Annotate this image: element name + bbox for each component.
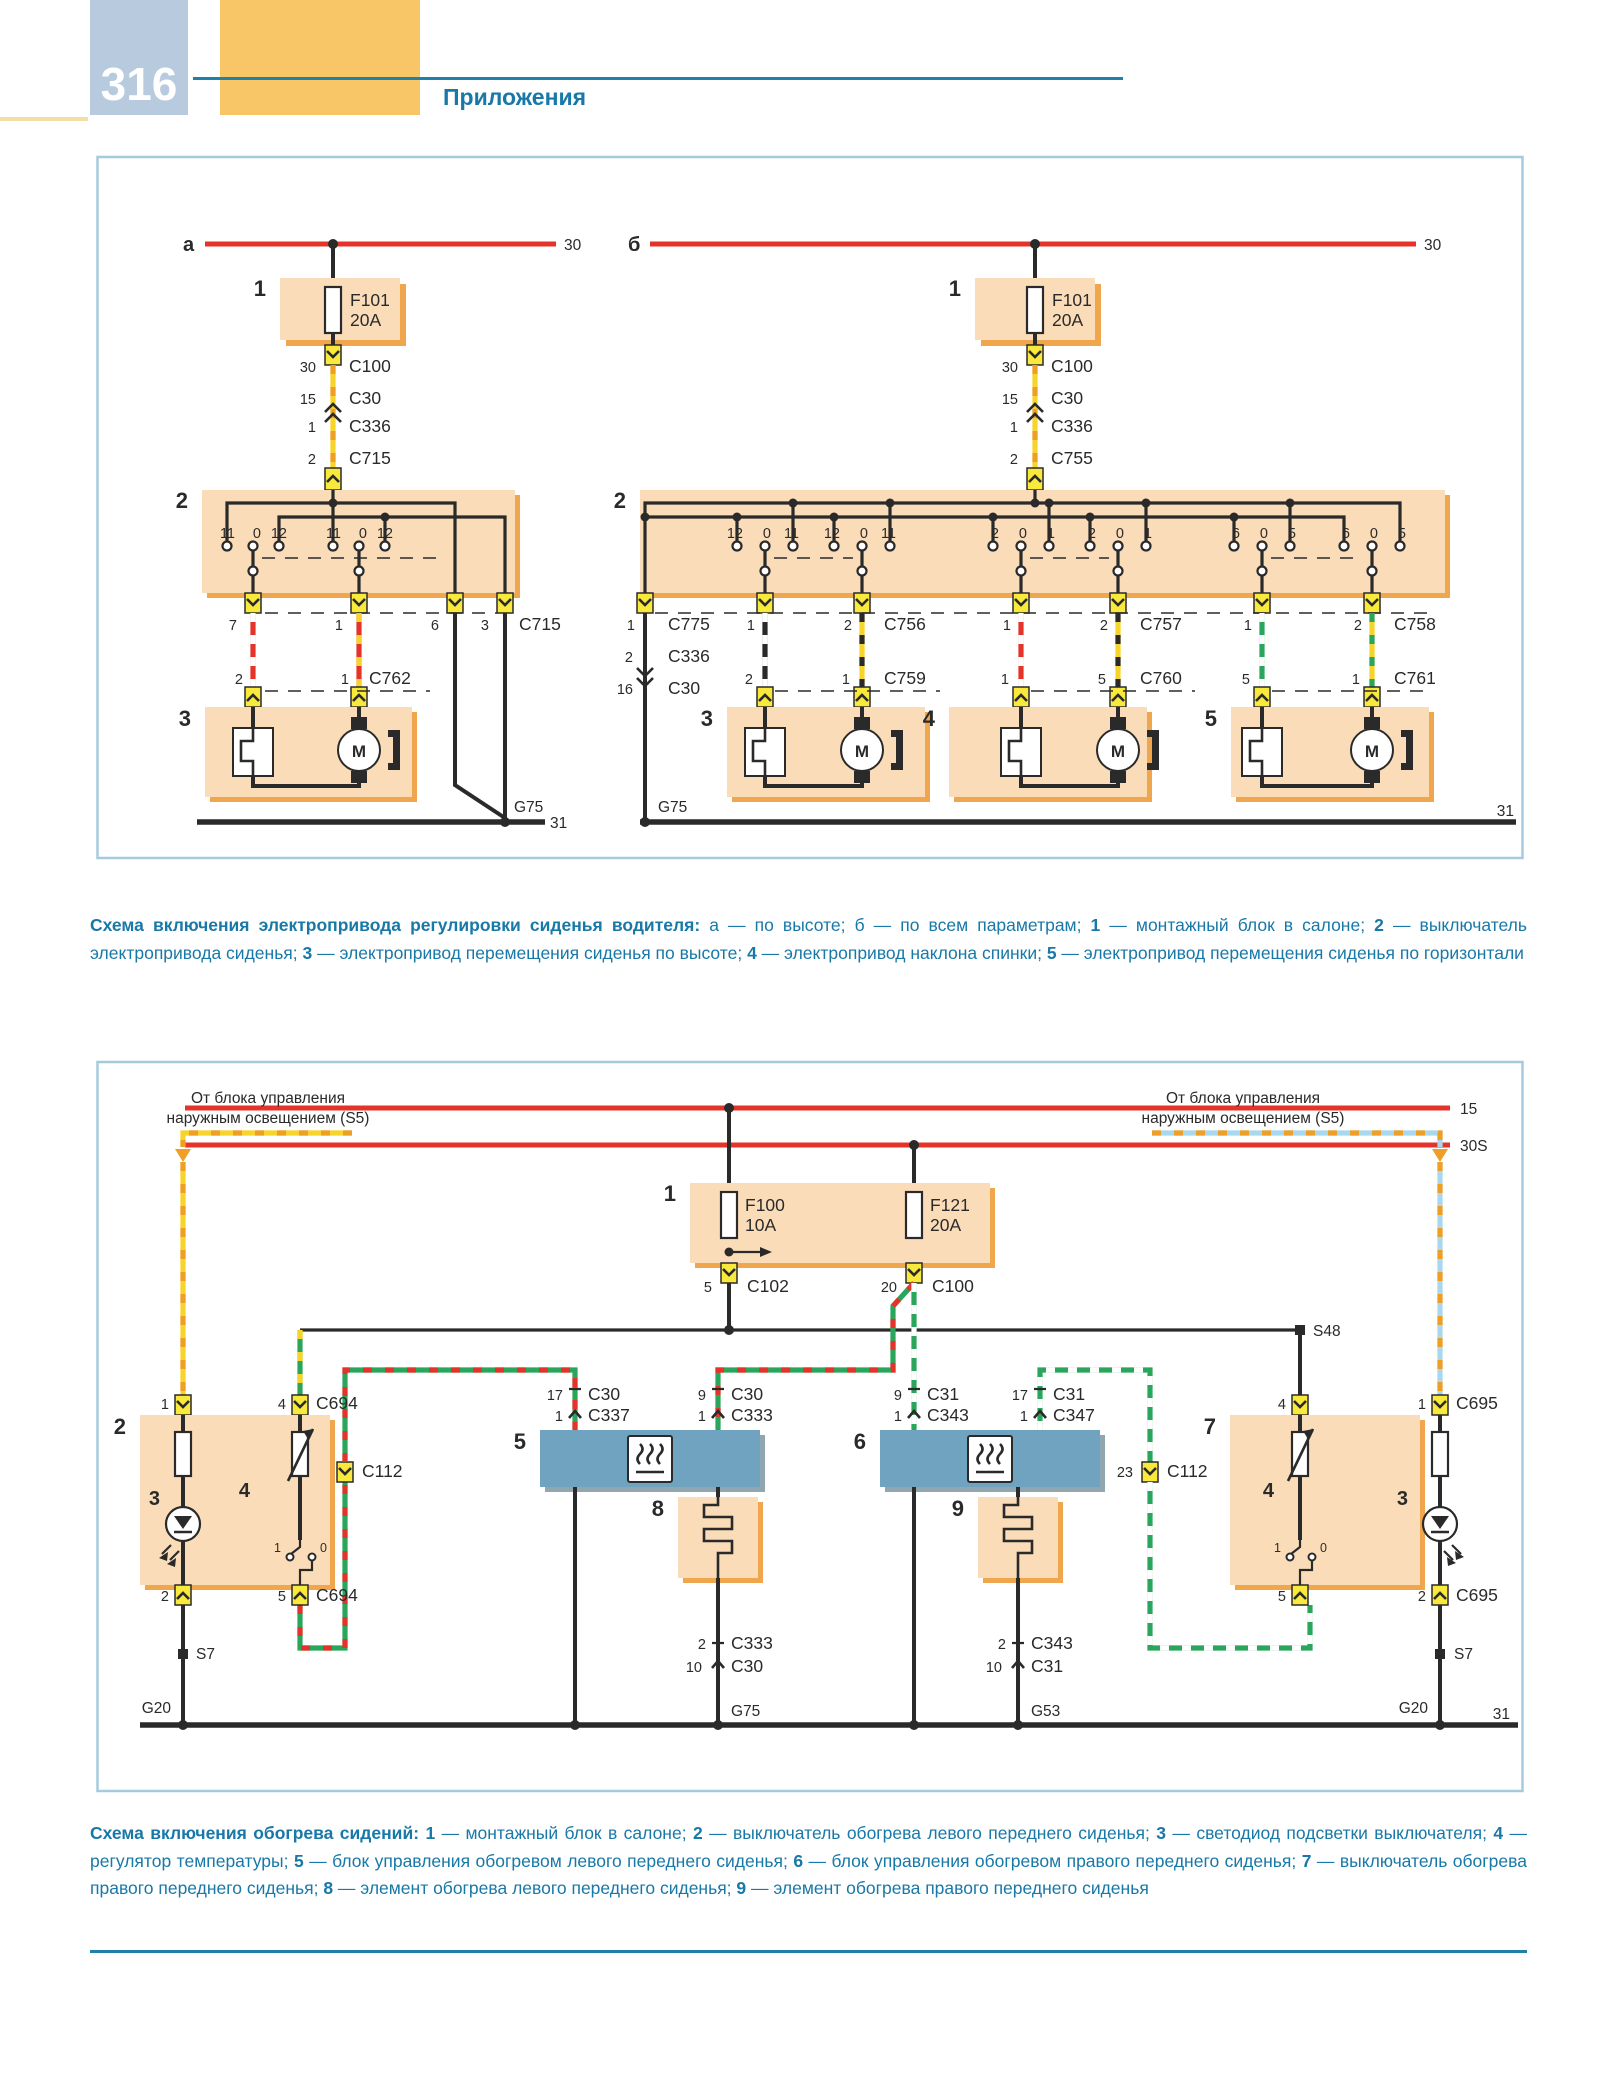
block3-number: 3 — [178, 706, 191, 731]
pin-label: 2 — [624, 650, 633, 666]
contact-label: 11 — [783, 526, 799, 542]
diagram-seat-heating — [95, 1055, 1525, 1800]
s5-text-line1: От блока управления — [190, 1090, 346, 1107]
ground-label: G20 — [141, 1700, 171, 1717]
connector-label: C31 — [927, 1384, 960, 1404]
connector-label: C760 — [1140, 668, 1182, 688]
wire-arrow-icon — [175, 1149, 191, 1162]
block1-number: 1 — [663, 1181, 676, 1206]
s5-source-left — [167, 1090, 370, 1395]
block-number: 3 — [700, 706, 713, 731]
ground-label: G53 — [1031, 1703, 1061, 1720]
pin-label: 16 — [616, 682, 633, 698]
pin-label: 1 — [1000, 672, 1009, 688]
motor-letter: M — [1364, 742, 1380, 761]
pin-label: 1 — [1002, 618, 1011, 634]
fuse-icon-f121 — [906, 1192, 922, 1238]
motor-block-a — [179, 706, 417, 802]
motor-block-4b — [923, 706, 1159, 802]
pin-label: 1 — [160, 1397, 169, 1413]
contact-label: 6 — [1341, 526, 1350, 542]
left-margin-rule — [0, 117, 88, 121]
contact-label: 11 — [880, 526, 896, 542]
contact-label: 11 — [219, 526, 235, 542]
fuse-block-d2 — [664, 1181, 995, 1268]
header-orange-block — [220, 0, 420, 115]
wire-arrow-icon — [1432, 1149, 1448, 1162]
heater-control-right — [854, 1429, 1105, 1492]
pin-label: 2 — [160, 1589, 169, 1605]
switch-output-connectors-a — [229, 593, 561, 634]
fuse-name: F100 — [745, 1195, 785, 1215]
subdiagram-a-tag: а — [183, 234, 195, 256]
switch-output-connectors-b — [627, 593, 1436, 634]
motor-letter: M — [854, 742, 870, 761]
pin-label: 1 — [1417, 1397, 1426, 1413]
connector-label: C758 — [1394, 614, 1436, 634]
connector-label: C695 — [1456, 1585, 1498, 1605]
connector-label: C30 — [349, 388, 382, 408]
block1-number: 1 — [948, 276, 961, 301]
connector-label: C756 — [884, 614, 926, 634]
contact-label: 0 — [1369, 526, 1378, 542]
connector-label: C694 — [316, 1393, 358, 1413]
label-30: 30 — [564, 237, 582, 254]
pin-label: 4 — [277, 1397, 286, 1413]
pin-label: 1 — [746, 618, 755, 634]
pin-label: 30 — [1001, 360, 1018, 376]
pin-label: 1 — [554, 1409, 563, 1425]
contact-label: 2 — [990, 526, 999, 542]
s5-text-line2: наружным освещением (S5) — [166, 1110, 370, 1127]
label-30s: 30S — [1460, 1138, 1488, 1155]
block2-number: 2 — [113, 1414, 126, 1439]
header-rule — [193, 77, 1123, 80]
heater-element-right — [952, 1496, 1063, 1583]
pin-label: 10 — [985, 1660, 1002, 1676]
label-31: 31 — [550, 815, 568, 832]
s5-text-line2: наружным освещением (S5) — [1141, 1110, 1345, 1127]
pin-label: 1 — [1243, 618, 1252, 634]
page-number: 316 — [90, 0, 188, 115]
pin-label: 30 — [299, 360, 316, 376]
fuse-name: F101 — [350, 290, 390, 310]
pin-label: 2 — [1417, 1589, 1426, 1605]
switch-block-b — [614, 488, 1450, 598]
s5-source-right — [1142, 1090, 1448, 1395]
contact-label: 12 — [376, 526, 393, 542]
pin-label: 1 — [1009, 420, 1018, 436]
caption-seat-heating: Схема включения обогрева сидений: 1 — монтажный блок в салоне; 2 — выключатель обогрева левого переднего сиденья; 3 — светодиод подсветки выключателя; 4 — регулятор температуры; 5 — блок управления обогревом левого переднего сиденья; 6 — блок управления обогревом правого переднего сиденья; 7 — выключатель обогрева правого переднего сиденья; 8 — элемент обогрева левого переднего сиденья; 9 — элемент обогрева правого переднего сиденья — [90, 1823, 1528, 1898]
ground-label: G75 — [731, 1703, 761, 1720]
contact-label: 1 — [1274, 1541, 1281, 1555]
contact-label: 12 — [726, 526, 743, 542]
connector-label: C30 — [588, 1384, 621, 1404]
pin-label: 1 — [334, 618, 343, 634]
connector-label: C30 — [1051, 388, 1084, 408]
connector-label: C30 — [668, 678, 701, 698]
contact-label: 0 — [320, 1541, 327, 1555]
connector-label: C336 — [1051, 416, 1093, 436]
connector-label: C30 — [731, 1656, 764, 1676]
pin-label: 2 — [697, 1637, 706, 1653]
connector-label: C102 — [747, 1276, 789, 1296]
motor-block-3b — [701, 706, 930, 802]
fuse-rating: 10A — [745, 1215, 777, 1235]
label-31: 31 — [1496, 803, 1514, 820]
connector-label: C333 — [731, 1405, 773, 1425]
heater-switch-left — [114, 1393, 358, 1725]
contact-label: 12 — [823, 526, 840, 542]
connector-label: C715 — [519, 614, 561, 634]
contact-label: 0 — [1115, 526, 1124, 542]
connector-label: C112 — [362, 1461, 403, 1481]
ground-label: G75 — [658, 799, 688, 816]
pin-label: 5 — [703, 1280, 712, 1296]
contact-label: 0 — [859, 526, 868, 542]
contact-label: 0 — [252, 526, 261, 542]
connector-label: C757 — [1140, 614, 1182, 634]
pin-label: 17 — [546, 1388, 563, 1404]
regulator-number: 4 — [238, 1480, 250, 1502]
connector-label: C333 — [731, 1633, 773, 1653]
fuse-rating: 20A — [1052, 310, 1084, 330]
contact-label: 1 — [1143, 526, 1152, 542]
contact-label: 6 — [1231, 526, 1240, 542]
contact-label: 0 — [1320, 1541, 1327, 1555]
regulator-number: 4 — [1262, 1480, 1274, 1502]
fuse-icon-f100 — [721, 1192, 737, 1238]
pin-label: 1 — [1019, 1409, 1028, 1425]
pin-label: 2 — [997, 1637, 1006, 1653]
fuse-icon — [325, 287, 341, 333]
pin-label: 5 — [277, 1589, 286, 1605]
fuse-block-a — [254, 276, 406, 346]
contact-label: 0 — [1259, 526, 1268, 542]
connector-label: C694 — [316, 1585, 358, 1605]
block2-number: 2 — [175, 488, 188, 513]
splice-s7-icon — [178, 1649, 188, 1659]
contact-label: 5 — [1397, 526, 1406, 542]
connector-label: C112 — [1167, 1461, 1208, 1481]
pin-label: 2 — [1353, 618, 1362, 634]
block5-number: 5 — [513, 1429, 526, 1454]
contact-label: 0 — [1018, 526, 1027, 542]
fuse-block-b — [949, 276, 1101, 346]
block8-number: 8 — [651, 1496, 664, 1521]
connector-chain-b — [1002, 345, 1093, 490]
connector-label: C100 — [932, 1276, 974, 1296]
subdiagram-b — [614, 234, 1516, 827]
connector-label: C343 — [1031, 1633, 1073, 1653]
pin-label: 23 — [1116, 1465, 1133, 1481]
resistor-icon — [175, 1432, 191, 1476]
contact-label: 5 — [1287, 526, 1296, 542]
seat-heat-icon — [968, 1436, 1012, 1482]
pin-label: 1 — [893, 1409, 902, 1425]
contact-label: 11 — [325, 526, 341, 542]
pin-label: 17 — [1011, 1388, 1028, 1404]
connector-label: C343 — [927, 1405, 969, 1425]
pin-label: 1 — [697, 1409, 706, 1425]
connector-label: C31 — [1053, 1384, 1086, 1404]
pin-label: 9 — [697, 1388, 706, 1404]
ground-label: G20 — [1398, 1700, 1428, 1717]
connector-label: C761 — [1394, 668, 1436, 688]
pin-label: 20 — [880, 1280, 897, 1296]
splice-s7-icon — [1435, 1649, 1445, 1659]
subdiagram-a — [176, 234, 582, 832]
contact-label: 0 — [358, 526, 367, 542]
block1-number: 1 — [253, 276, 266, 301]
fuse-name: F101 — [1052, 290, 1092, 310]
block7-number: 7 — [1203, 1414, 1216, 1439]
heater-element-left — [652, 1496, 763, 1583]
pin-label: 9 — [893, 1388, 902, 1404]
splice-label: S7 — [1454, 1646, 1473, 1663]
pin-label: 5 — [1277, 1589, 1286, 1605]
diagram-seat-adjustment — [95, 150, 1525, 865]
switch-block-a — [176, 488, 520, 598]
fuse-icon — [1027, 287, 1043, 333]
fuse-rating: 20A — [350, 310, 382, 330]
connector-label: C759 — [884, 668, 926, 688]
pin-label: 1 — [307, 420, 316, 436]
block9-number: 9 — [951, 1496, 964, 1521]
pin-label: 2 — [307, 452, 316, 468]
connector-label: C347 — [1053, 1405, 1095, 1425]
connector-label: C337 — [588, 1405, 630, 1425]
label-15: 15 — [1460, 1101, 1478, 1118]
block6-number: 6 — [853, 1429, 866, 1454]
pin-label: 15 — [1001, 392, 1018, 408]
pin-label: 7 — [228, 618, 237, 634]
splice-label: S48 — [1313, 1323, 1341, 1340]
connector-label: C695 — [1456, 1393, 1498, 1413]
motor-block-5b — [1205, 706, 1434, 802]
pin-label: 2 — [843, 618, 852, 634]
connector-label: C30 — [731, 1384, 764, 1404]
label-31: 31 — [1492, 1706, 1510, 1723]
page-title: Приложения — [443, 84, 587, 110]
block2-number: 2 — [613, 488, 626, 513]
ground-chain-b — [617, 613, 710, 822]
contact-label: 12 — [270, 526, 287, 542]
splice-label: S7 — [196, 1646, 215, 1663]
pin-label: 10 — [685, 1660, 702, 1676]
heater-switch-right — [1204, 1393, 1498, 1725]
pin-label: 2 — [744, 672, 753, 688]
connector-label: C762 — [369, 668, 411, 688]
pin-label: 6 — [430, 618, 439, 634]
seat-heat-icon — [628, 1436, 672, 1482]
pin-label: 5 — [1241, 672, 1250, 688]
pin-label: 1 — [626, 618, 635, 634]
pin-label: 2 — [234, 672, 243, 688]
block-number: 4 — [922, 706, 935, 731]
pin-label: 1 — [340, 672, 349, 688]
resistor-icon — [1432, 1432, 1448, 1476]
pin-label: 2 — [1009, 452, 1018, 468]
connector-label: C336 — [668, 646, 710, 666]
contact-label: 0 — [762, 526, 771, 542]
bottom-rule — [90, 1950, 1527, 1953]
caption-seat-adjustment: Схема включения электропривода регулировки сиденья водителя: а — по высоте; б — по всем параметрам; 1 — монтажный блок в салоне; 2 — выключатель электропривода сиденья; 3 — электропривод перемещения сиденья по высоте; 4 — электропривод наклона спинки; 5 — электропривод перемещения сиденья по горизонтали — [90, 915, 1527, 963]
contact-label: 1 — [274, 1541, 281, 1555]
pin-label: 3 — [480, 618, 489, 634]
fuse-name: F121 — [930, 1195, 970, 1215]
connector-chain-a — [300, 345, 391, 490]
pin-label: 5 — [1097, 672, 1106, 688]
led-number: 3 — [1396, 1488, 1408, 1510]
pin-label: 1 — [841, 672, 850, 688]
label-30: 30 — [1424, 237, 1442, 254]
connector-label: C755 — [1051, 448, 1093, 468]
connector-label: C100 — [349, 356, 391, 376]
pin-label: 2 — [1099, 618, 1108, 634]
block-number: 5 — [1204, 706, 1217, 731]
heater-control-left — [514, 1429, 765, 1492]
led-number: 3 — [148, 1488, 160, 1510]
connector-label: C100 — [1051, 356, 1093, 376]
connector-label: C715 — [349, 448, 391, 468]
connector-label: C336 — [349, 416, 391, 436]
subdiagram-b-tag: б — [628, 234, 641, 256]
contact-label: 2 — [1087, 526, 1096, 542]
s5-text-line1: От блока управления — [1165, 1090, 1321, 1107]
pin-label: 15 — [299, 392, 316, 408]
contact-label: 1 — [1046, 526, 1055, 542]
motor-letter: M — [351, 742, 367, 761]
pin-label: 4 — [1277, 1397, 1286, 1413]
ground-label: G75 — [514, 799, 544, 816]
connector-label: C775 — [668, 614, 710, 634]
connector-label: C31 — [1031, 1656, 1064, 1676]
motor-letter: M — [1110, 742, 1126, 761]
pin-label: 1 — [1351, 672, 1360, 688]
fuse-rating: 20A — [930, 1215, 962, 1235]
